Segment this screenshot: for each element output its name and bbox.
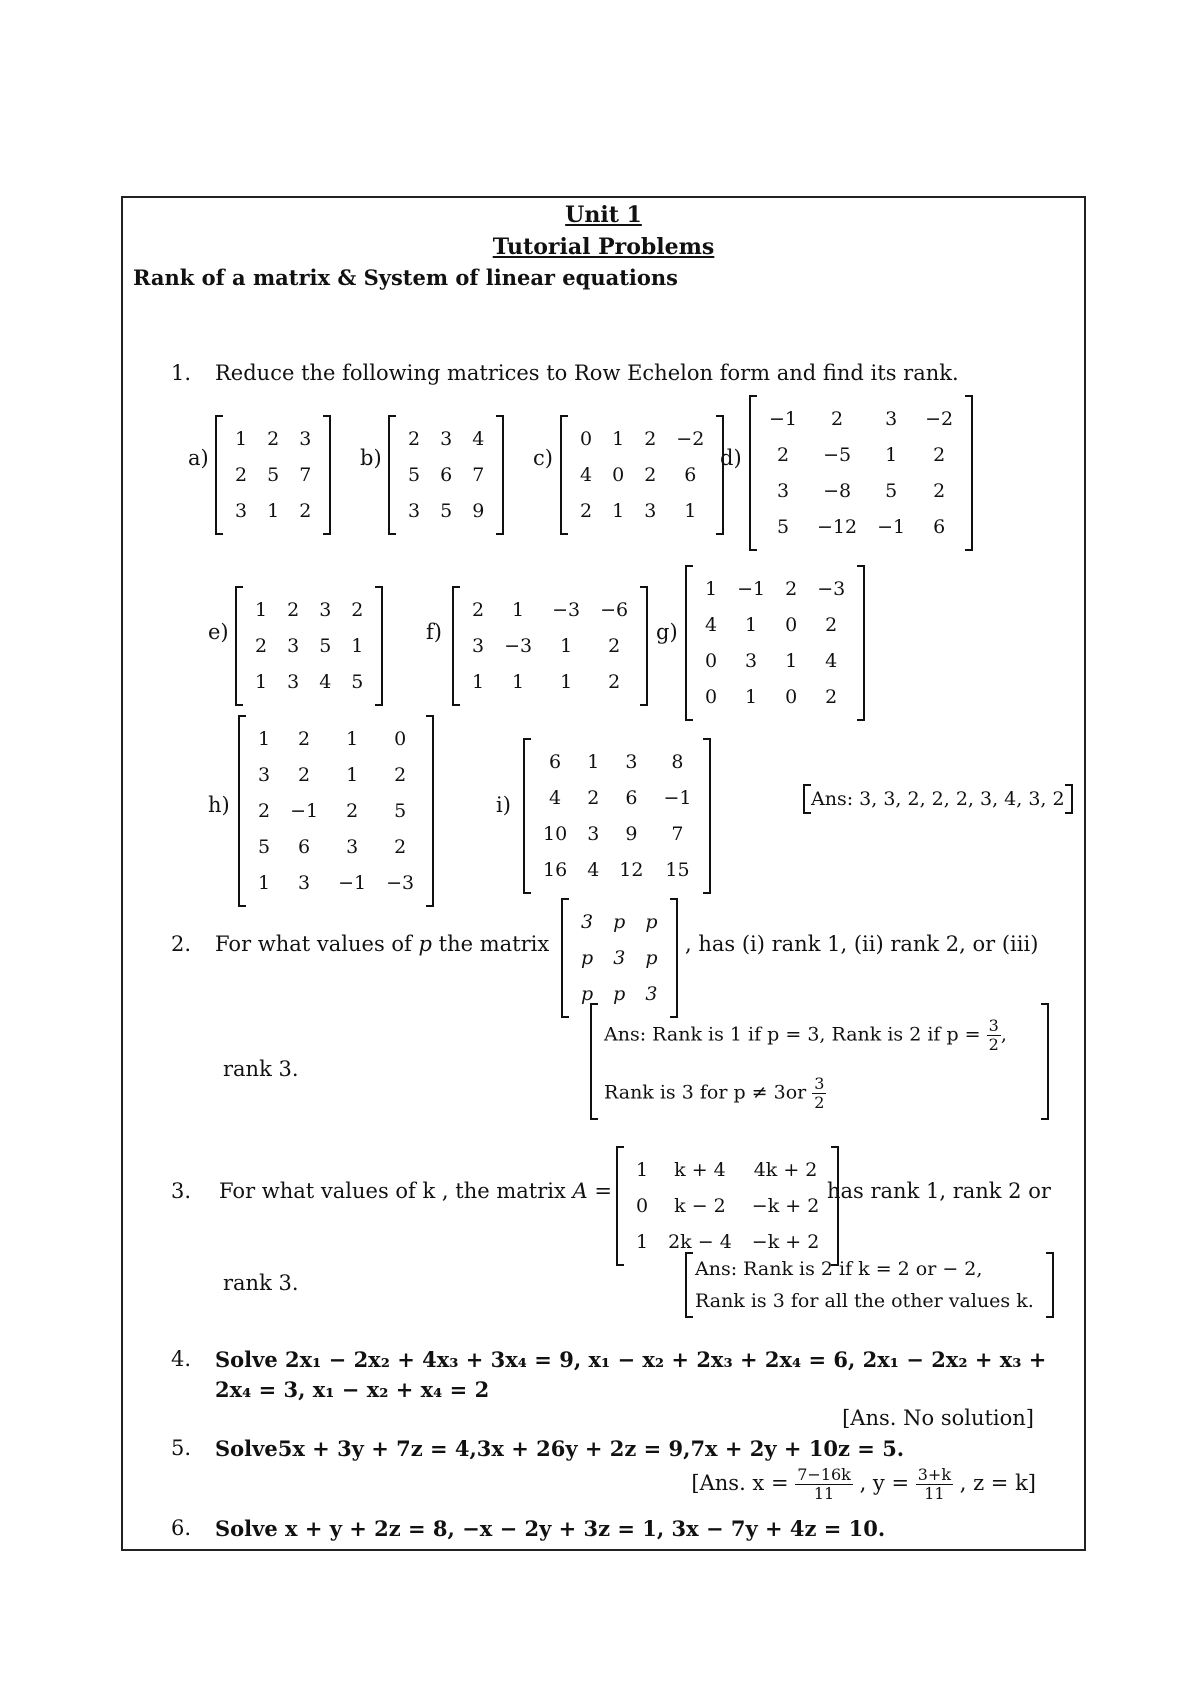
matrix-label: c) bbox=[533, 446, 553, 470]
matrix-entry: 2 bbox=[299, 500, 312, 522]
matrix-entry: 1 bbox=[472, 671, 485, 693]
matrix-entry: 1 bbox=[346, 728, 359, 750]
matrix-entry: 6 bbox=[933, 516, 946, 538]
matrix-entry: 3 bbox=[287, 635, 300, 657]
matrix-entry: 5 bbox=[885, 480, 898, 502]
matrix-entry: 1 bbox=[705, 578, 718, 600]
variable-a: A = bbox=[572, 1179, 612, 1203]
matrix-entry: 2 bbox=[394, 764, 407, 786]
equation-line: Solve 2x₁ − 2x₂ + 4x₃ + 3x₄ = 9, x₁ − x₂ + 2x₃ + 2x₄ = 6, 2x₁ − 2x₂ + x₃ + bbox=[215, 1347, 1047, 1372]
matrix-entry: 1 bbox=[351, 635, 364, 657]
matrix-entry: 7 bbox=[472, 464, 485, 486]
matrix-entry: p bbox=[613, 911, 626, 933]
matrix-entry: 3 bbox=[613, 947, 626, 969]
matrix-entry: 2 bbox=[831, 408, 844, 430]
answer-box: Ans: Rank is 2 if k = 2 or − 2, Rank is 3 for all the other values k. bbox=[685, 1252, 1054, 1318]
matrix-entry: 1 bbox=[612, 500, 625, 522]
matrix-entry: 8 bbox=[671, 751, 684, 773]
matrix-entry: p bbox=[581, 983, 594, 1005]
matrix-entry: 6 bbox=[298, 836, 311, 858]
question-text-part: For what values of p the matrix bbox=[215, 932, 550, 956]
matrix-k bbox=[616, 1146, 839, 1266]
matrix-entry: −1 bbox=[737, 578, 766, 600]
matrix-entry: 1 bbox=[258, 872, 271, 894]
matrix-entry: 5 bbox=[319, 635, 332, 657]
matrix-b bbox=[388, 415, 504, 535]
matrix-entry: 1 bbox=[636, 1231, 649, 1253]
matrix-label: h) bbox=[208, 793, 230, 817]
matrix-entry: −3 bbox=[817, 578, 846, 600]
matrix-entry: 4 bbox=[825, 650, 838, 672]
matrix-entry: 2 bbox=[776, 444, 790, 466]
matrix-entry: −2 bbox=[925, 408, 954, 430]
matrix-d bbox=[749, 395, 973, 551]
matrix-entry: −k + 2 bbox=[751, 1231, 820, 1253]
answer-box: Ans: Rank is 1 if p = 3, Rank is 2 if p = $\frac{3}{2}$ , Rank is 3 for p ≠ 3or $\frac{3}{2}$ bbox=[590, 1003, 1049, 1120]
question-number: 6. bbox=[171, 1516, 192, 1540]
question-number: 2. bbox=[171, 932, 192, 956]
matrix-entry: −1 bbox=[338, 872, 367, 894]
matrix-entry: 2 bbox=[644, 428, 657, 450]
matrix-entry: 2 bbox=[394, 836, 407, 858]
matrix-entry: 3 bbox=[776, 480, 790, 502]
matrix-entry: 2 bbox=[351, 599, 364, 621]
matrix-entry: 2 bbox=[933, 444, 946, 466]
matrix-entry: k − 2 bbox=[674, 1195, 726, 1217]
matrix-entry: 0 bbox=[705, 650, 718, 672]
matrix-entry: 6 bbox=[625, 787, 638, 809]
matrix-entry: 3 bbox=[644, 500, 657, 522]
matrix-entry: 2k − 4 bbox=[668, 1231, 732, 1253]
matrix-entry: 4 bbox=[587, 859, 600, 881]
matrix-entry: 7 bbox=[299, 464, 312, 486]
answer-text: [Ans. No solution] bbox=[842, 1406, 1034, 1430]
matrix-entry: 5 bbox=[394, 800, 407, 822]
question-text-cont: rank 3. bbox=[223, 1271, 299, 1295]
matrix-entry: 0 bbox=[394, 728, 407, 750]
matrix-entry: 3 bbox=[581, 911, 594, 933]
matrix-entry: p bbox=[645, 947, 658, 969]
question-number: 4. bbox=[171, 1347, 192, 1371]
matrix-entry: 2 bbox=[298, 728, 311, 750]
matrix-label: d) bbox=[720, 446, 742, 470]
matrix-entry: 9 bbox=[625, 823, 638, 845]
matrix-entry: p bbox=[613, 983, 626, 1005]
matrix-entry: 0 bbox=[580, 428, 593, 450]
matrix-entry: 0 bbox=[612, 464, 625, 486]
matrix-f bbox=[452, 586, 648, 706]
matrix-entry: 1 bbox=[235, 428, 248, 450]
matrix-entry: 2 bbox=[267, 428, 280, 450]
matrix-entry: −3 bbox=[386, 872, 415, 894]
answer-text: [Ans. x = $\frac{7-16k}{11}$ , y = $\frac{3+k}{11}$ , z = k] bbox=[691, 1465, 1036, 1503]
matrix-entry: 12 bbox=[619, 859, 644, 881]
matrix-entry: 5 bbox=[351, 671, 364, 693]
matrix-c bbox=[560, 415, 724, 535]
matrix-entry: 2 bbox=[825, 686, 838, 708]
answer-text: Ans: 3, 3, 2, 2, 2, 3, 4, 3, 2 bbox=[811, 788, 1065, 810]
matrix-entry: 5 bbox=[408, 464, 421, 486]
matrix-entry: 5 bbox=[258, 836, 271, 858]
matrix-entry: 2 bbox=[408, 428, 421, 450]
matrix-a bbox=[215, 415, 331, 535]
matrix-entry: p bbox=[581, 947, 594, 969]
matrix-entry: 2 bbox=[644, 464, 657, 486]
matrix-entry: 3 bbox=[235, 500, 248, 522]
matrix-entry: −5 bbox=[823, 444, 852, 466]
matrix-entry: 7 bbox=[671, 823, 684, 845]
page-subtitle: Tutorial Problems bbox=[492, 234, 715, 260]
matrix-entry: −1 bbox=[877, 516, 906, 538]
matrix-entry: 2 bbox=[587, 787, 600, 809]
matrix-entry: 1 bbox=[885, 444, 898, 466]
matrix-entry: 3 bbox=[298, 872, 311, 894]
matrix-entry: 0 bbox=[636, 1195, 649, 1217]
matrix-entry: 2 bbox=[255, 635, 268, 657]
matrix-h bbox=[238, 715, 434, 907]
matrix-entry: 3 bbox=[885, 408, 898, 430]
matrix-entry: 3 bbox=[346, 836, 359, 858]
matrix-entry: 0 bbox=[785, 614, 798, 636]
matrix-entry: −6 bbox=[600, 599, 629, 621]
matrix-entry: 5 bbox=[776, 516, 790, 538]
matrix-entry: 1 bbox=[255, 599, 268, 621]
matrix-entry: 5 bbox=[440, 500, 453, 522]
matrix-entry: 1 bbox=[258, 728, 271, 750]
matrix-label: b) bbox=[360, 446, 382, 470]
matrix-entry: 1 bbox=[745, 686, 758, 708]
matrix-entry: −2 bbox=[676, 428, 705, 450]
matrix-p bbox=[561, 898, 678, 1018]
section-heading: Rank of a matrix & System of linear equations bbox=[133, 265, 679, 290]
matrix-entry: 3 bbox=[299, 428, 312, 450]
matrix-entry: 1 bbox=[587, 751, 600, 773]
worksheet-frame bbox=[121, 196, 1086, 1551]
matrix-entry: 3 bbox=[440, 428, 453, 450]
matrix-entry: 3 bbox=[625, 751, 638, 773]
matrix-entry: 1 bbox=[267, 500, 280, 522]
matrix-entry: 10 bbox=[543, 823, 568, 845]
matrix-entry: 15 bbox=[665, 859, 690, 881]
matrix-entry: 4k + 2 bbox=[753, 1159, 818, 1181]
question-number: 1. bbox=[171, 361, 192, 385]
question-text: Reduce the following matrices to Row Echelon form and find its rank. bbox=[215, 361, 959, 385]
matrix-entry: 1 bbox=[512, 671, 525, 693]
matrix-entry: 2 bbox=[933, 480, 946, 502]
matrix-label: e) bbox=[208, 620, 229, 644]
matrix-entry: 1 bbox=[346, 764, 359, 786]
matrix-i bbox=[523, 738, 711, 894]
matrix-entry: −k + 2 bbox=[751, 1195, 820, 1217]
matrix-entry: 3 bbox=[645, 983, 658, 1005]
question-text-part: , has (i) rank 1, (ii) rank 2, or (iii) bbox=[685, 932, 1039, 956]
equation-line: Solve5x + 3y + 7z = 4,3x + 26y + 2z = 9,7x + 2y + 10z = 5. bbox=[215, 1436, 905, 1461]
matrix-entry: 3 bbox=[258, 764, 271, 786]
matrix-entry: 2 bbox=[580, 500, 593, 522]
matrix-entry: p bbox=[645, 911, 658, 933]
matrix-entry: 2 bbox=[825, 614, 838, 636]
equation-line: 2x₄ = 3, x₁ − x₂ + x₄ = 2 bbox=[215, 1377, 490, 1402]
question-text-part: For what values of k , the matrix A = bbox=[219, 1179, 612, 1203]
matrix-entry: 1 bbox=[785, 650, 798, 672]
matrix-entry: 3 bbox=[745, 650, 758, 672]
matrix-entry: 1 bbox=[636, 1159, 649, 1181]
matrix-entry: 2 bbox=[258, 800, 271, 822]
matrix-entry: 1 bbox=[512, 599, 525, 621]
matrix-entry: −1 bbox=[769, 408, 798, 430]
matrix-label: f) bbox=[426, 620, 442, 644]
variable-p: p bbox=[418, 932, 432, 956]
matrix-entry: 4 bbox=[705, 614, 718, 636]
matrix-g bbox=[685, 565, 865, 721]
matrix-entry: −12 bbox=[817, 516, 858, 538]
question-number: 5. bbox=[171, 1436, 192, 1460]
equation-line: Solve x + y + 2z = 8, −x − 2y + 3z = 1, 3x − 7y + 4z = 10. bbox=[215, 1516, 886, 1541]
matrix-entry: −8 bbox=[823, 480, 852, 502]
matrix-label: a) bbox=[188, 446, 209, 470]
matrix-entry: 6 bbox=[684, 464, 697, 486]
matrix-entry: 4 bbox=[319, 671, 332, 693]
matrix-entry: −1 bbox=[290, 800, 319, 822]
matrix-entry: 1 bbox=[560, 671, 573, 693]
matrix-entry: 6 bbox=[440, 464, 453, 486]
matrix-entry: 6 bbox=[549, 751, 562, 773]
matrix-entry: 2 bbox=[608, 635, 621, 657]
matrix-entry: 2 bbox=[346, 800, 359, 822]
matrix-entry: −3 bbox=[504, 635, 533, 657]
matrix-e bbox=[235, 586, 383, 706]
matrix-label: i) bbox=[496, 793, 511, 817]
matrix-entry: 0 bbox=[785, 686, 798, 708]
matrix-entry: 5 bbox=[267, 464, 280, 486]
matrix-entry: 16 bbox=[543, 859, 568, 881]
matrix-entry: 1 bbox=[745, 614, 758, 636]
matrix-entry: 2 bbox=[287, 599, 300, 621]
matrix-entry: 1 bbox=[612, 428, 625, 450]
matrix-entry: 2 bbox=[785, 578, 798, 600]
matrix-entry: 2 bbox=[472, 599, 485, 621]
matrix-entry: −1 bbox=[663, 787, 692, 809]
matrix-entry: 3 bbox=[287, 671, 300, 693]
unit-title: Unit 1 bbox=[565, 202, 642, 228]
matrix-label: g) bbox=[656, 620, 678, 644]
matrix-entry: 9 bbox=[472, 500, 485, 522]
matrix-entry: 2 bbox=[235, 464, 248, 486]
matrix-entry: 3 bbox=[587, 823, 600, 845]
matrix-entry: 3 bbox=[408, 500, 421, 522]
matrix-entry: 2 bbox=[608, 671, 621, 693]
matrix-entry: 4 bbox=[549, 787, 562, 809]
matrix-entry: 1 bbox=[255, 671, 268, 693]
matrix-entry: −3 bbox=[552, 599, 581, 621]
matrix-entry: 0 bbox=[705, 686, 718, 708]
question-text-cont: rank 3. bbox=[223, 1057, 299, 1081]
matrix-entry: 2 bbox=[298, 764, 311, 786]
matrix-entry: 3 bbox=[319, 599, 332, 621]
matrix-entry: 3 bbox=[472, 635, 485, 657]
matrix-entry: 1 bbox=[560, 635, 573, 657]
answer-box bbox=[803, 784, 1073, 814]
matrix-entry: 4 bbox=[472, 428, 485, 450]
matrix-entry: k + 4 bbox=[674, 1159, 726, 1181]
question-number: 3. bbox=[171, 1179, 192, 1203]
matrix-entry: 4 bbox=[580, 464, 593, 486]
matrix-entry: 1 bbox=[684, 500, 697, 522]
question-text-part: has rank 1, rank 2 or bbox=[827, 1179, 1051, 1203]
